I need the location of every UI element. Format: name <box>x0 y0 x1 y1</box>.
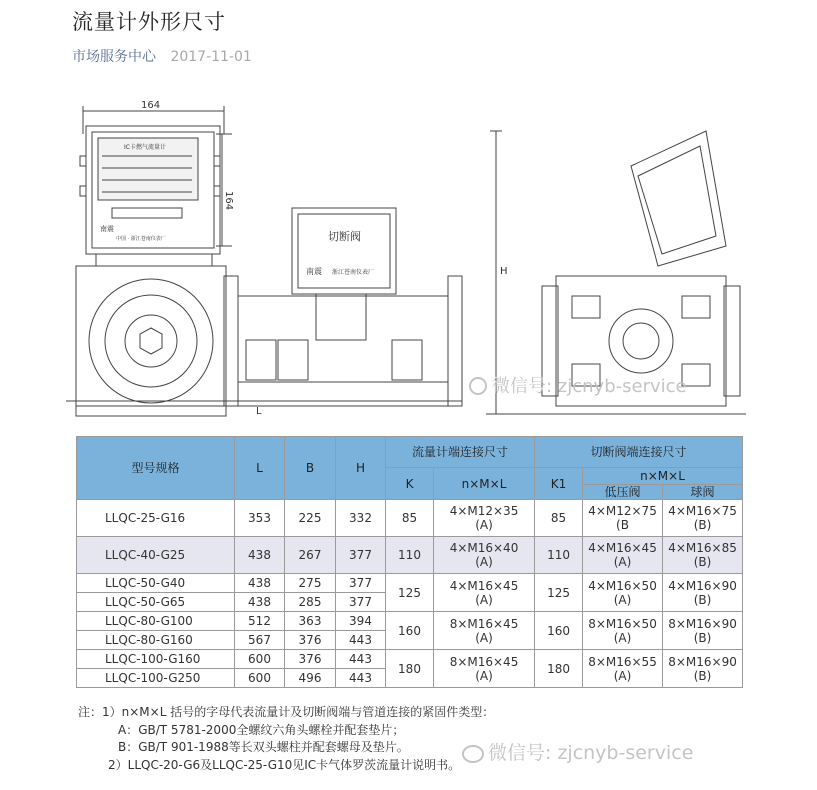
col-valve-group: 切断阀端连接尺寸 <box>535 437 743 468</box>
col-low-pressure: 低压阀 <box>583 485 663 500</box>
table-cell: 376 <box>285 650 336 669</box>
table-cell: 4×M16×75 (B) <box>663 500 743 537</box>
table-cell: 353 <box>235 500 285 537</box>
col-model: 型号规格 <box>77 437 235 500</box>
bottom-watermark <box>462 738 693 765</box>
col-nxmxl: n×M×L <box>434 468 535 500</box>
meter-brand: 南震 <box>100 225 114 233</box>
drawing-watermark-text: 微信号: zjcnyb-service <box>492 376 687 397</box>
table-cell: 438 <box>235 574 285 593</box>
table-cell: 600 <box>235 650 285 669</box>
table-cell: 160 <box>386 612 434 650</box>
dim-H-label: H <box>500 266 508 277</box>
dim-height-label: 164 <box>223 191 234 211</box>
table-cell: 567 <box>235 631 285 650</box>
table-cell: 512 <box>235 612 285 631</box>
table-cell: 332 <box>336 500 386 537</box>
table-cell: 4×M16×40 (A) <box>434 537 535 574</box>
model-cell: LLQC-80-G160 <box>77 631 235 650</box>
table-cell: 377 <box>336 574 386 593</box>
table-cell: 4×M12×75 (B <box>583 500 663 537</box>
table-cell: 180 <box>535 650 583 688</box>
table-cell: 275 <box>285 574 336 593</box>
table-cell: 225 <box>285 500 336 537</box>
table-cell: 110 <box>535 537 583 574</box>
table-cell: 110 <box>386 537 434 574</box>
table-cell: 85 <box>386 500 434 537</box>
table-cell: 4×M12×35 (A) <box>434 500 535 537</box>
model-cell: LLQC-100-G250 <box>77 669 235 688</box>
table-row <box>77 537 743 574</box>
wechat-icon <box>470 378 486 394</box>
author-link[interactable]: 市场服务中心 <box>72 49 156 65</box>
table-cell: 438 <box>235 593 285 612</box>
dim-L-label: L <box>256 406 262 417</box>
valve-maker: 浙江苍南仪表厂 <box>332 269 375 276</box>
table-cell: 85 <box>535 500 583 537</box>
wechat-icon <box>462 745 484 763</box>
col-H: H <box>336 437 386 500</box>
article-meta <box>72 46 252 66</box>
table-cell: 180 <box>386 650 434 688</box>
table-row <box>77 574 743 593</box>
col-L: L <box>235 437 285 500</box>
col-meter-group: 流量计端连接尺寸 <box>386 437 535 468</box>
table-cell: 443 <box>336 631 386 650</box>
meter-panel-title: IC卡燃气流量计 <box>124 144 166 151</box>
table-row <box>77 650 743 669</box>
valve-brand: 南震 <box>306 267 322 276</box>
model-cell: LLQC-100-G160 <box>77 650 235 669</box>
valve-label: 切断阀 <box>328 230 361 243</box>
col-K: K <box>386 468 434 500</box>
table-cell: 363 <box>285 612 336 631</box>
model-cell: LLQC-80-G100 <box>77 612 235 631</box>
note-2: 2）LLQC-20-G6及LLQC-25-G10见IC卡气体罗茨流量计说明书。 <box>108 757 461 772</box>
table-cell: 4×M16×45 (A) <box>434 574 535 612</box>
table-cell: 4×M16×50 (A) <box>583 574 663 612</box>
table-cell: 443 <box>336 669 386 688</box>
table-cell: 285 <box>285 593 336 612</box>
bottom-watermark-text: 微信号: zjcnyb-service <box>488 742 694 764</box>
col-valve-nxmxl: n×M×L <box>583 468 743 485</box>
table-cell: 4×M16×90 (B) <box>663 574 743 612</box>
publish-date: 2017-11-01 <box>170 49 252 65</box>
drawing-watermark <box>470 376 687 397</box>
table-cell: 8×M16×90 (B) <box>663 650 743 688</box>
table-cell: 394 <box>336 612 386 631</box>
dim-width-label: 164 <box>141 100 161 111</box>
col-ball-valve: 球阀 <box>663 485 743 500</box>
table-cell: 8×M16×55 (A) <box>583 650 663 688</box>
table-cell: 8×M16×45 (A) <box>434 612 535 650</box>
note-1b: B：GB/T 901-1988等长双头螺柱并配套螺母及垫片。 <box>118 740 409 754</box>
panel-footer: 中国 · 浙江苍南仪表厂 <box>116 236 166 242</box>
table-cell: 8×M16×45 (A) <box>434 650 535 688</box>
table-row <box>77 500 743 537</box>
table-cell: 4×M16×45 (A) <box>583 537 663 574</box>
model-cell: LLQC-50-G40 <box>77 574 235 593</box>
model-cell: LLQC-25-G16 <box>77 500 235 537</box>
table-cell: 496 <box>285 669 336 688</box>
table-cell: 125 <box>386 574 434 612</box>
table-cell: 8×M16×50 (A) <box>583 612 663 650</box>
table-row <box>77 612 743 631</box>
table-cell: 8×M16×90 (B) <box>663 612 743 650</box>
table-cell: 377 <box>336 593 386 612</box>
col-K1: K1 <box>535 468 583 500</box>
table-cell: 376 <box>285 631 336 650</box>
table-cell: 377 <box>336 537 386 574</box>
table-cell: 160 <box>535 612 583 650</box>
notes <box>78 704 494 774</box>
dimension-drawing <box>66 96 746 431</box>
note-1: 注：1）n×M×L 括号的字母代表流量计及切断阀端与管道连接的紧固件类型： <box>78 705 495 719</box>
col-B: B <box>285 437 336 500</box>
table-cell: 4×M16×85 (B) <box>663 537 743 574</box>
article-title: 流量计外形尺寸 <box>72 10 226 34</box>
table-cell: 125 <box>535 574 583 612</box>
model-cell: LLQC-50-G65 <box>77 593 235 612</box>
table-cell: 438 <box>235 537 285 574</box>
spec-table <box>76 436 743 688</box>
table-cell: 267 <box>285 537 336 574</box>
table-cell: 443 <box>336 650 386 669</box>
table-cell: 600 <box>235 669 285 688</box>
note-1a: A：GB/T 5781-2000全螺纹六角头螺栓并配套垫片； <box>118 722 405 737</box>
model-cell: LLQC-40-G25 <box>77 537 235 574</box>
